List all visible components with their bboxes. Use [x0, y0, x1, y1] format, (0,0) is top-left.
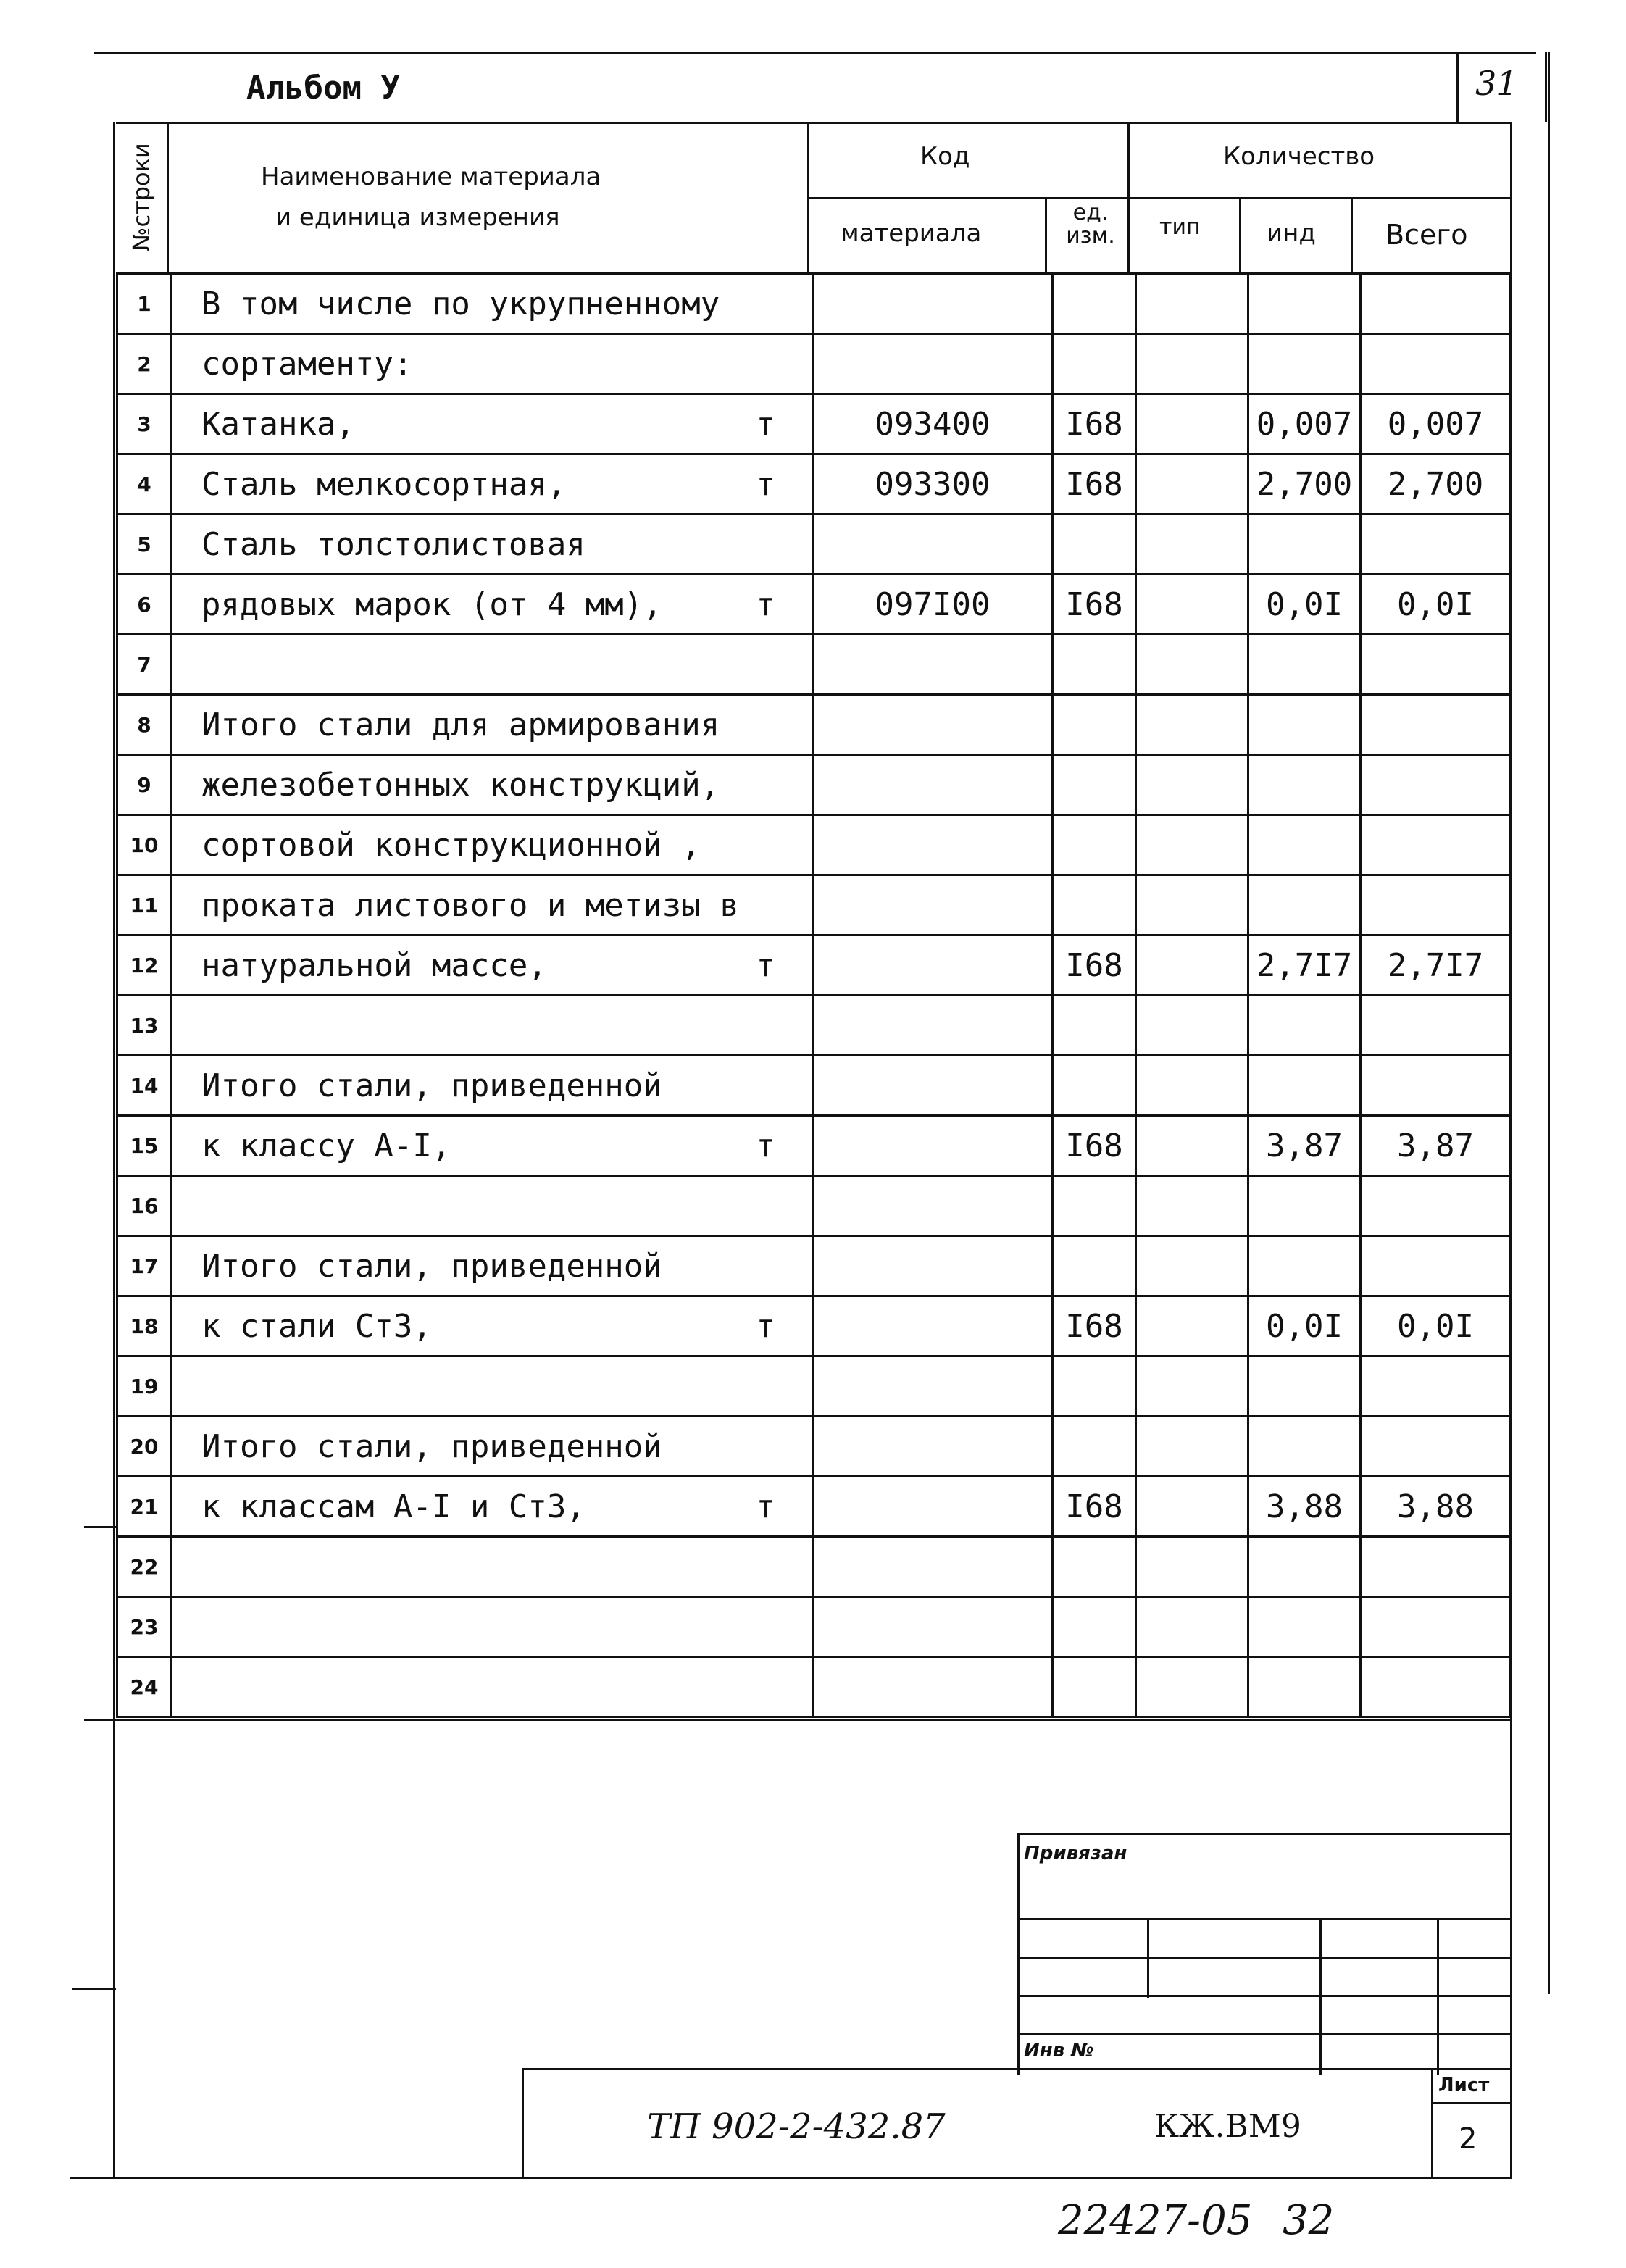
row-number-header: №строки [128, 143, 155, 251]
material-code-cell [813, 875, 1053, 935]
quantity-total-cell [1361, 1056, 1511, 1116]
quantity-type-cell [1136, 454, 1248, 514]
material-name-cell [172, 454, 813, 514]
material-name-cell [172, 875, 813, 935]
unit-code-cell-text: I68 [1065, 405, 1123, 443]
table-row [117, 1356, 1511, 1417]
row-number-cell [117, 815, 172, 875]
quantity-type-cell [1136, 334, 1248, 394]
quantity-ind-cell [1248, 1176, 1361, 1236]
material-name-cell [172, 1356, 813, 1417]
quantity-total-cell [1361, 575, 1511, 635]
row-number: 21 [130, 1494, 159, 1519]
quantity-ind-cell [1248, 1597, 1361, 1657]
table-row [117, 1417, 1511, 1477]
material-code-cell [813, 575, 1053, 635]
table-row [117, 635, 1511, 695]
quantity-ind-cell [1248, 1056, 1361, 1116]
page-number-divider [1456, 52, 1459, 122]
sheet-label: Лист [1438, 2075, 1490, 2096]
quantity-total-cell-text: 0,007 [1387, 405, 1484, 443]
material-name-cell [172, 575, 813, 635]
unit-code-cell [1053, 1597, 1136, 1657]
code-unit-header: ед. изм. [1066, 200, 1115, 249]
material-name-cell [172, 815, 813, 875]
material-code-cell [813, 394, 1053, 454]
unit-code-cell [1053, 454, 1136, 514]
material-code-cell [813, 514, 1053, 575]
material-code-cell [813, 1296, 1053, 1356]
row-number: 16 [130, 1193, 159, 1218]
outer-right-frame [1548, 52, 1550, 1994]
row-number: 23 [130, 1614, 159, 1639]
unit-code-cell [1053, 1176, 1136, 1236]
material-name-cell [172, 996, 813, 1056]
material-name-cell [172, 1116, 813, 1176]
quantity-type-cell [1136, 935, 1248, 996]
quantity-ind-cell [1248, 1537, 1361, 1597]
material-name-cell [172, 755, 813, 815]
unit-code-cell [1053, 394, 1136, 454]
quantity-type-cell [1136, 996, 1248, 1056]
material-code-cell [813, 1056, 1053, 1116]
material-code-cell-text: 097I00 [875, 585, 991, 623]
material-code-cell [813, 1356, 1053, 1417]
quantity-type-cell [1136, 514, 1248, 575]
row-number-cell [117, 575, 172, 635]
material-name: натуральной массе, [201, 946, 547, 984]
unit-code-cell [1053, 1236, 1136, 1296]
quantity-ind-cell [1248, 695, 1361, 755]
material-code-cell [813, 1597, 1053, 1657]
material-name-cell [172, 334, 813, 394]
material-name: Катанка, [201, 405, 355, 443]
measure-unit: т [756, 946, 775, 984]
archive-page: 32 [1283, 2197, 1335, 2244]
quantity-type-cell [1136, 695, 1248, 755]
quantity-ind-cell [1248, 996, 1361, 1056]
table-row [117, 454, 1511, 514]
material-name-cell [172, 935, 813, 996]
unit-code-cell [1053, 935, 1136, 996]
code-group-header: Код [920, 142, 970, 171]
material-name: Итого стали, приведенной [201, 1247, 662, 1285]
quantity-total-cell [1361, 514, 1511, 575]
unit-code-cell [1053, 1116, 1136, 1176]
table-row [117, 1537, 1511, 1597]
material-name-cell [172, 514, 813, 575]
row-number: 10 [130, 833, 159, 857]
row-number-cell [117, 454, 172, 514]
material-code-cell [813, 695, 1053, 755]
quantity-type-cell [1136, 1056, 1248, 1116]
quantity-ind-cell [1248, 334, 1361, 394]
table-row [117, 755, 1511, 815]
material-name: Итого стали, приведенной [201, 1427, 662, 1465]
row-number-cell [117, 996, 172, 1056]
quantity-group-header: Количество [1223, 142, 1375, 171]
quantity-total-cell [1361, 996, 1511, 1056]
table-row [117, 1657, 1511, 1717]
page-number-right-border [1545, 52, 1547, 122]
quantity-total-cell [1361, 1176, 1511, 1236]
quantity-total-cell [1361, 1597, 1511, 1657]
bottom-frame [70, 2177, 1512, 2179]
material-code-cell [813, 996, 1053, 1056]
quantity-ind-cell-text: 0,0I [1266, 1307, 1343, 1345]
row-number-cell [117, 1537, 172, 1597]
quantity-ind-cell [1248, 875, 1361, 935]
quantity-type-cell [1136, 394, 1248, 454]
quantity-total-cell [1361, 334, 1511, 394]
row-number-cell [117, 1356, 172, 1417]
quantity-type-cell [1136, 1356, 1248, 1417]
quantity-total-cell [1361, 1477, 1511, 1537]
quantity-ind-cell [1248, 1116, 1361, 1176]
unit-code-cell [1053, 514, 1136, 575]
quantity-type-cell [1136, 1176, 1248, 1236]
row-number: 22 [130, 1554, 159, 1579]
unit-code-cell [1053, 815, 1136, 875]
material-name-cell [172, 1417, 813, 1477]
unit-code-cell [1053, 875, 1136, 935]
material-code-cell-text: 093400 [875, 405, 991, 443]
margin-tick-1 [84, 1526, 116, 1528]
quantity-type-cell [1136, 1296, 1248, 1356]
quantity-total-cell-text: 2,7I7 [1387, 946, 1484, 984]
unit-code-cell-text: I68 [1065, 585, 1123, 623]
quantity-total-cell [1361, 1537, 1511, 1597]
material-name-cell [172, 1537, 813, 1597]
measure-unit: т [756, 1488, 775, 1525]
margin-tick-2 [72, 1988, 116, 1990]
row-number-cell [117, 635, 172, 695]
measure-unit: т [756, 585, 775, 623]
unit-code-cell [1053, 695, 1136, 755]
quantity-type-cell [1136, 1657, 1248, 1717]
table-row [117, 274, 1511, 334]
table-row [117, 394, 1511, 454]
material-code-cell [813, 1116, 1053, 1176]
row-number: 24 [130, 1675, 159, 1699]
material-code-cell [813, 935, 1053, 996]
table-row [117, 1176, 1511, 1236]
row-number-cell [117, 1236, 172, 1296]
material-name: Сталь мелкосортная, [201, 465, 567, 503]
material-code-cell [813, 454, 1053, 514]
quantity-total-cell [1361, 1236, 1511, 1296]
row-number-cell [117, 1056, 172, 1116]
quantity-ind-cell-text: 3,87 [1266, 1127, 1343, 1164]
row-number-cell [117, 1296, 172, 1356]
quantity-total-cell-text: 2,700 [1387, 465, 1484, 503]
unit-code-cell-text: I68 [1065, 1488, 1123, 1525]
quantity-total-cell [1361, 755, 1511, 815]
quantity-total-cell [1361, 1116, 1511, 1176]
table-row [117, 1597, 1511, 1657]
quantity-ind-cell-text: 3,88 [1266, 1488, 1343, 1525]
table-row [117, 695, 1511, 755]
quantity-type-cell [1136, 274, 1248, 334]
quantity-ind-cell [1248, 394, 1361, 454]
material-name: Итого стали для армирования [201, 706, 720, 743]
binding-block [1017, 1833, 1512, 2075]
row-number: 19 [130, 1374, 159, 1398]
material-name-cell [172, 1657, 813, 1717]
row-number: 4 [137, 472, 151, 496]
quantity-type-cell [1136, 875, 1248, 935]
top-border [94, 52, 1536, 54]
material-name-cell [172, 1296, 813, 1356]
row-number: 1 [137, 291, 151, 316]
material-name-cell [172, 394, 813, 454]
row-number-cell [117, 1477, 172, 1537]
row-number: 11 [130, 893, 159, 917]
row-number: 13 [130, 1013, 159, 1038]
unit-code-cell [1053, 755, 1136, 815]
row-number: 5 [137, 532, 151, 556]
quantity-total-cell-text: 3,87 [1397, 1127, 1474, 1164]
quantity-total-header: Всего [1385, 219, 1468, 251]
unit-code-cell [1053, 274, 1136, 334]
quantity-ind-cell [1248, 1417, 1361, 1477]
quantity-ind-cell [1248, 1657, 1361, 1717]
material-name-cell [172, 635, 813, 695]
unit-code-cell [1053, 1537, 1136, 1597]
quantity-ind-cell [1248, 454, 1361, 514]
quantity-ind-cell [1248, 1356, 1361, 1417]
table-row [117, 1477, 1511, 1537]
document-mark: КЖ.ВМ9 [1154, 2108, 1301, 2145]
row-number-cell [117, 1116, 172, 1176]
quantity-total-cell-text: 3,88 [1397, 1488, 1474, 1525]
bound-label: Привязан [1024, 1843, 1127, 1864]
material-code-cell [813, 1176, 1053, 1236]
material-name-cell [172, 274, 813, 334]
row-number-cell [117, 935, 172, 996]
quantity-total-cell [1361, 1657, 1511, 1717]
unit-code-cell [1053, 1417, 1136, 1477]
material-table [116, 272, 1512, 1718]
material-code-cell [813, 635, 1053, 695]
row-number-cell [117, 695, 172, 755]
table-row [117, 815, 1511, 875]
row-number-cell [117, 1657, 172, 1717]
quantity-ind-cell-text: 0,0I [1266, 585, 1343, 623]
material-code-cell [813, 274, 1053, 334]
material-name: В том числе по укрупненному [201, 285, 720, 322]
table-row [117, 1116, 1511, 1176]
quantity-total-cell-text: 0,0I [1397, 585, 1474, 623]
material-name: к стали Ст3, [201, 1307, 432, 1345]
quantity-ind-cell-text: 2,7I7 [1256, 946, 1353, 984]
quantity-type-cell [1136, 1236, 1248, 1296]
code-material-header: материала [841, 219, 982, 248]
material-code-cell [813, 1417, 1053, 1477]
table-row [117, 935, 1511, 996]
material-code-cell [813, 1537, 1053, 1597]
row-number: 9 [137, 772, 151, 797]
unit-code-cell-text: I68 [1065, 1307, 1123, 1345]
row-number-cell [117, 1417, 172, 1477]
quantity-total-cell [1361, 695, 1511, 755]
quantity-ind-cell [1248, 1236, 1361, 1296]
row-number: 14 [130, 1073, 159, 1098]
unit-code-cell [1053, 1477, 1136, 1537]
unit-code-cell [1053, 996, 1136, 1056]
material-name: к классу А-I, [201, 1127, 451, 1164]
quantity-total-cell [1361, 875, 1511, 935]
album-title: Альбом У [246, 70, 400, 107]
material-name: рядовых марок (от 4 мм), [201, 585, 662, 623]
quantity-type-cell [1136, 755, 1248, 815]
page-number: 31 [1475, 64, 1518, 103]
quantity-ind-cell [1248, 755, 1361, 815]
row-number-cell [117, 274, 172, 334]
table-row [117, 1236, 1511, 1296]
table-row [117, 575, 1511, 635]
material-name: сортовой конструкционной , [201, 826, 701, 864]
row-number-cell [117, 334, 172, 394]
quantity-ind-cell-text: 2,700 [1256, 465, 1353, 503]
row-number-cell [117, 1597, 172, 1657]
table-row [117, 996, 1511, 1056]
table-row [117, 875, 1511, 935]
material-code-cell [813, 1477, 1053, 1537]
material-code-cell [813, 1236, 1053, 1296]
material-name: железобетонных конструкций, [201, 766, 720, 804]
material-name: проката листового и метизы в [201, 886, 739, 924]
material-name: сортаменту: [201, 345, 413, 383]
measure-unit: т [756, 465, 775, 503]
quantity-total-cell [1361, 394, 1511, 454]
quantity-total-cell [1361, 1296, 1511, 1356]
material-code-cell [813, 815, 1053, 875]
row-number: 3 [137, 412, 151, 436]
row-number: 18 [130, 1314, 159, 1338]
quantity-total-cell [1361, 1356, 1511, 1417]
unit-code-cell-text: I68 [1065, 946, 1123, 984]
quantity-type-cell [1136, 575, 1248, 635]
row-number-cell [117, 755, 172, 815]
quantity-ind-cell [1248, 575, 1361, 635]
quantity-type-cell [1136, 1417, 1248, 1477]
unit-code-cell-text: I68 [1065, 465, 1123, 503]
name-header-line2: и единица измерения [275, 203, 560, 232]
sheet-number: 2 [1459, 2122, 1477, 2156]
quantity-total-cell [1361, 935, 1511, 996]
row-number: 20 [130, 1434, 159, 1459]
unit-code-cell [1053, 635, 1136, 695]
material-name-cell [172, 1597, 813, 1657]
left-frame [113, 122, 115, 2177]
material-name: к классам А-I и Ст3, [201, 1488, 585, 1525]
table-row [117, 514, 1511, 575]
quantity-ind-cell [1248, 514, 1361, 575]
material-name-cell [172, 1477, 813, 1537]
measure-unit: т [756, 1307, 775, 1345]
unit-code-cell [1053, 1296, 1136, 1356]
row-number: 2 [137, 351, 151, 376]
stamp-separator [84, 1719, 1512, 1721]
unit-code-cell [1053, 1056, 1136, 1116]
row-number: 6 [137, 592, 151, 617]
quantity-type-cell [1136, 815, 1248, 875]
material-name-cell [172, 1056, 813, 1116]
quantity-ind-cell [1248, 1296, 1361, 1356]
material-name: Сталь толстолистовая [201, 525, 585, 563]
quantity-ind-cell [1248, 274, 1361, 334]
quantity-type-cell [1136, 1597, 1248, 1657]
quantity-ind-cell [1248, 935, 1361, 996]
table-row [117, 1056, 1511, 1116]
quantity-ind-cell [1248, 1477, 1361, 1537]
name-header-line1: Наименование материала [261, 162, 601, 191]
title-block [522, 2068, 1512, 2179]
column-header [116, 122, 1512, 275]
unit-code-cell [1053, 575, 1136, 635]
inventory-number-label: Инв № [1024, 2040, 1094, 2061]
quantity-type-cell [1136, 1116, 1248, 1176]
material-name-cell [172, 1176, 813, 1236]
quantity-total-cell [1361, 815, 1511, 875]
row-number: 7 [137, 652, 151, 677]
archive-number: 22427-05 [1058, 2197, 1253, 2244]
row-number: 8 [137, 712, 151, 737]
unit-code-cell-text: I68 [1065, 1127, 1123, 1164]
row-number: 12 [130, 953, 159, 977]
quantity-ind-header: инд [1267, 219, 1316, 248]
row-number-cell [117, 1176, 172, 1236]
quantity-type-cell [1136, 1537, 1248, 1597]
material-name-cell [172, 1236, 813, 1296]
quantity-total-cell [1361, 1417, 1511, 1477]
document-code: ТП 902-2-432.87 [647, 2106, 946, 2147]
row-number: 17 [130, 1254, 159, 1278]
quantity-type-header: тип [1159, 214, 1201, 240]
row-number-cell [117, 514, 172, 575]
row-number-cell [117, 875, 172, 935]
material-code-cell-text: 093300 [875, 465, 991, 503]
quantity-total-cell-text: 0,0I [1397, 1307, 1474, 1345]
quantity-type-cell [1136, 635, 1248, 695]
quantity-ind-cell [1248, 635, 1361, 695]
quantity-type-cell [1136, 1477, 1248, 1537]
quantity-total-cell [1361, 635, 1511, 695]
row-number: 15 [130, 1133, 159, 1158]
unit-code-cell [1053, 1356, 1136, 1417]
quantity-ind-cell-text: 0,007 [1256, 405, 1353, 443]
quantity-total-cell [1361, 454, 1511, 514]
table-row [117, 334, 1511, 394]
table-row [117, 1296, 1511, 1356]
unit-code-cell [1053, 1657, 1136, 1717]
material-name: Итого стали, приведенной [201, 1067, 662, 1104]
measure-unit: т [756, 1127, 775, 1164]
measure-unit: т [756, 405, 775, 443]
material-name-cell [172, 695, 813, 755]
material-code-cell [813, 334, 1053, 394]
row-number-cell [117, 394, 172, 454]
material-code-cell [813, 755, 1053, 815]
material-code-cell [813, 1657, 1053, 1717]
unit-code-cell [1053, 334, 1136, 394]
quantity-total-cell [1361, 274, 1511, 334]
quantity-ind-cell [1248, 815, 1361, 875]
